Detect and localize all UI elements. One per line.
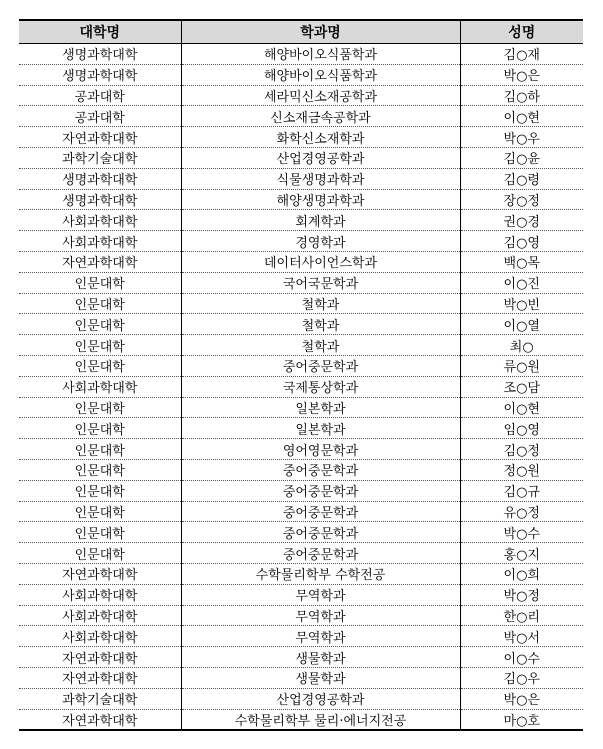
department-cell: 영어영문학과: [181, 439, 460, 460]
table-row: [19, 522, 583, 543]
college-cell: 자연과학대학: [19, 127, 181, 148]
table-row: [19, 563, 583, 584]
college-cell: 생명과학대학: [19, 44, 181, 65]
department-cell: 세라믹신소재공학과: [181, 85, 460, 106]
department-cell: 신소재금속공학과: [181, 106, 460, 127]
header-college: 대학명: [19, 20, 181, 44]
department-cell: 수학물리학부 수학전공: [181, 563, 460, 584]
college-cell: 자연과학대학: [19, 647, 181, 668]
table-row: [19, 459, 583, 480]
name-cell: 권○경: [460, 210, 583, 231]
name-cell: 박○은: [460, 64, 583, 85]
table-row: [19, 501, 583, 522]
table-row: [19, 376, 583, 397]
name-cell: 박○수: [460, 522, 583, 543]
name-cell: 박○서: [460, 626, 583, 647]
name-cell: 김○윤: [460, 147, 583, 168]
college-cell: 사회과학대학: [19, 584, 181, 605]
table-row: [19, 709, 583, 730]
table-row: [19, 543, 583, 564]
table-row: [19, 605, 583, 626]
college-cell: 자연과학대학: [19, 563, 181, 584]
table-body: [19, 44, 583, 731]
college-cell: 인문대학: [19, 355, 181, 376]
college-cell: 인문대학: [19, 335, 181, 356]
table-row: [19, 335, 583, 356]
college-cell: 인문대학: [19, 522, 181, 543]
department-cell: 일본학과: [181, 397, 460, 418]
name-cell: 류○원: [460, 355, 583, 376]
table-row: [19, 147, 583, 168]
table-row: [19, 168, 583, 189]
table-row: [19, 231, 583, 252]
table-row: [19, 293, 583, 314]
name-cell: 김○하: [460, 85, 583, 106]
table-row: [19, 44, 583, 65]
name-cell: 이○수: [460, 647, 583, 668]
name-cell: 유○정: [460, 501, 583, 522]
department-cell: 수학물리학부 물리·에너지전공: [181, 709, 460, 730]
department-cell: 중어중문학과: [181, 459, 460, 480]
department-cell: 철학과: [181, 314, 460, 335]
department-cell: 해양생명과학과: [181, 189, 460, 210]
table-row: [19, 688, 583, 709]
college-cell: 공과대학: [19, 106, 181, 127]
department-cell: 중어중문학과: [181, 543, 460, 564]
department-cell: 해양바이오식품학과: [181, 64, 460, 85]
department-cell: 무역학과: [181, 626, 460, 647]
college-cell: 자연과학대학: [19, 667, 181, 688]
name-cell: 장○정: [460, 189, 583, 210]
name-cell: 박○우: [460, 127, 583, 148]
college-cell: 자연과학대학: [19, 709, 181, 730]
department-cell: 일본학과: [181, 418, 460, 439]
table-row: [19, 85, 583, 106]
department-cell: 경영학과: [181, 231, 460, 252]
college-cell: 자연과학대학: [19, 251, 181, 272]
student-table: [19, 19, 583, 731]
department-cell: 중어중문학과: [181, 480, 460, 501]
name-cell: 김○정: [460, 439, 583, 460]
table-row: [19, 584, 583, 605]
college-cell: 인문대학: [19, 459, 181, 480]
college-cell: 생명과학대학: [19, 168, 181, 189]
table-row: [19, 314, 583, 335]
college-cell: 사회과학대학: [19, 210, 181, 231]
college-cell: 인문대학: [19, 314, 181, 335]
department-cell: 생물학과: [181, 667, 460, 688]
table-row: [19, 418, 583, 439]
student-table-container: [19, 19, 583, 731]
department-cell: 식물생명과학과: [181, 168, 460, 189]
department-cell: 무역학과: [181, 584, 460, 605]
college-cell: 공과대학: [19, 85, 181, 106]
college-cell: 인문대학: [19, 543, 181, 564]
header-department: 학과명: [181, 20, 460, 44]
department-cell: 해양바이오식품학과: [181, 44, 460, 65]
college-cell: 인문대학: [19, 439, 181, 460]
name-cell: 임○영: [460, 418, 583, 439]
name-cell: 김○영: [460, 231, 583, 252]
college-cell: 사회과학대학: [19, 626, 181, 647]
table-row: [19, 439, 583, 460]
college-cell: 생명과학대학: [19, 189, 181, 210]
college-cell: 사회과학대학: [19, 605, 181, 626]
department-cell: 산업경영공학과: [181, 147, 460, 168]
table-row: [19, 647, 583, 668]
college-cell: 인문대학: [19, 501, 181, 522]
college-cell: 인문대학: [19, 272, 181, 293]
table-row: [19, 480, 583, 501]
name-cell: 최○: [460, 335, 583, 356]
department-cell: 중어중문학과: [181, 522, 460, 543]
name-cell: 김○우: [460, 667, 583, 688]
name-cell: 마○호: [460, 709, 583, 730]
name-cell: 박○빈: [460, 293, 583, 314]
college-cell: 인문대학: [19, 418, 181, 439]
table-row: [19, 106, 583, 127]
department-cell: 생물학과: [181, 647, 460, 668]
college-cell: 사회과학대학: [19, 231, 181, 252]
college-cell: 인문대학: [19, 480, 181, 501]
department-cell: 중어중문학과: [181, 501, 460, 522]
department-cell: 중어중문학과: [181, 355, 460, 376]
header-name: 성명: [460, 20, 583, 44]
table-row: [19, 251, 583, 272]
college-cell: 인문대학: [19, 397, 181, 418]
table-row: [19, 272, 583, 293]
name-cell: 박○은: [460, 688, 583, 709]
name-cell: 이○현: [460, 106, 583, 127]
name-cell: 박○정: [460, 584, 583, 605]
table-row: [19, 127, 583, 148]
table-row: [19, 397, 583, 418]
college-cell: 사회과학대학: [19, 376, 181, 397]
name-cell: 김○령: [460, 168, 583, 189]
department-cell: 무역학과: [181, 605, 460, 626]
department-cell: 국어국문학과: [181, 272, 460, 293]
name-cell: 이○진: [460, 272, 583, 293]
name-cell: 홍○지: [460, 543, 583, 564]
table-row: [19, 64, 583, 85]
name-cell: 조○담: [460, 376, 583, 397]
department-cell: 산업경영공학과: [181, 688, 460, 709]
college-cell: 생명과학대학: [19, 64, 181, 85]
name-cell: 이○희: [460, 563, 583, 584]
department-cell: 데이터사이언스학과: [181, 251, 460, 272]
name-cell: 백○목: [460, 251, 583, 272]
name-cell: 정○원: [460, 459, 583, 480]
table-row: [19, 189, 583, 210]
college-cell: 과학기술대학: [19, 688, 181, 709]
department-cell: 철학과: [181, 293, 460, 314]
table-row: [19, 355, 583, 376]
department-cell: 화학신소재학과: [181, 127, 460, 148]
name-cell: 이○현: [460, 397, 583, 418]
name-cell: 김○규: [460, 480, 583, 501]
department-cell: 회계학과: [181, 210, 460, 231]
table-row: [19, 210, 583, 231]
college-cell: 과학기술대학: [19, 147, 181, 168]
college-cell: 인문대학: [19, 293, 181, 314]
table-row: [19, 626, 583, 647]
name-cell: 이○열: [460, 314, 583, 335]
department-cell: 국제통상학과: [181, 376, 460, 397]
name-cell: 한○리: [460, 605, 583, 626]
name-cell: 김○재: [460, 44, 583, 65]
table-header-row: [19, 20, 583, 44]
table-row: [19, 667, 583, 688]
department-cell: 철학과: [181, 335, 460, 356]
